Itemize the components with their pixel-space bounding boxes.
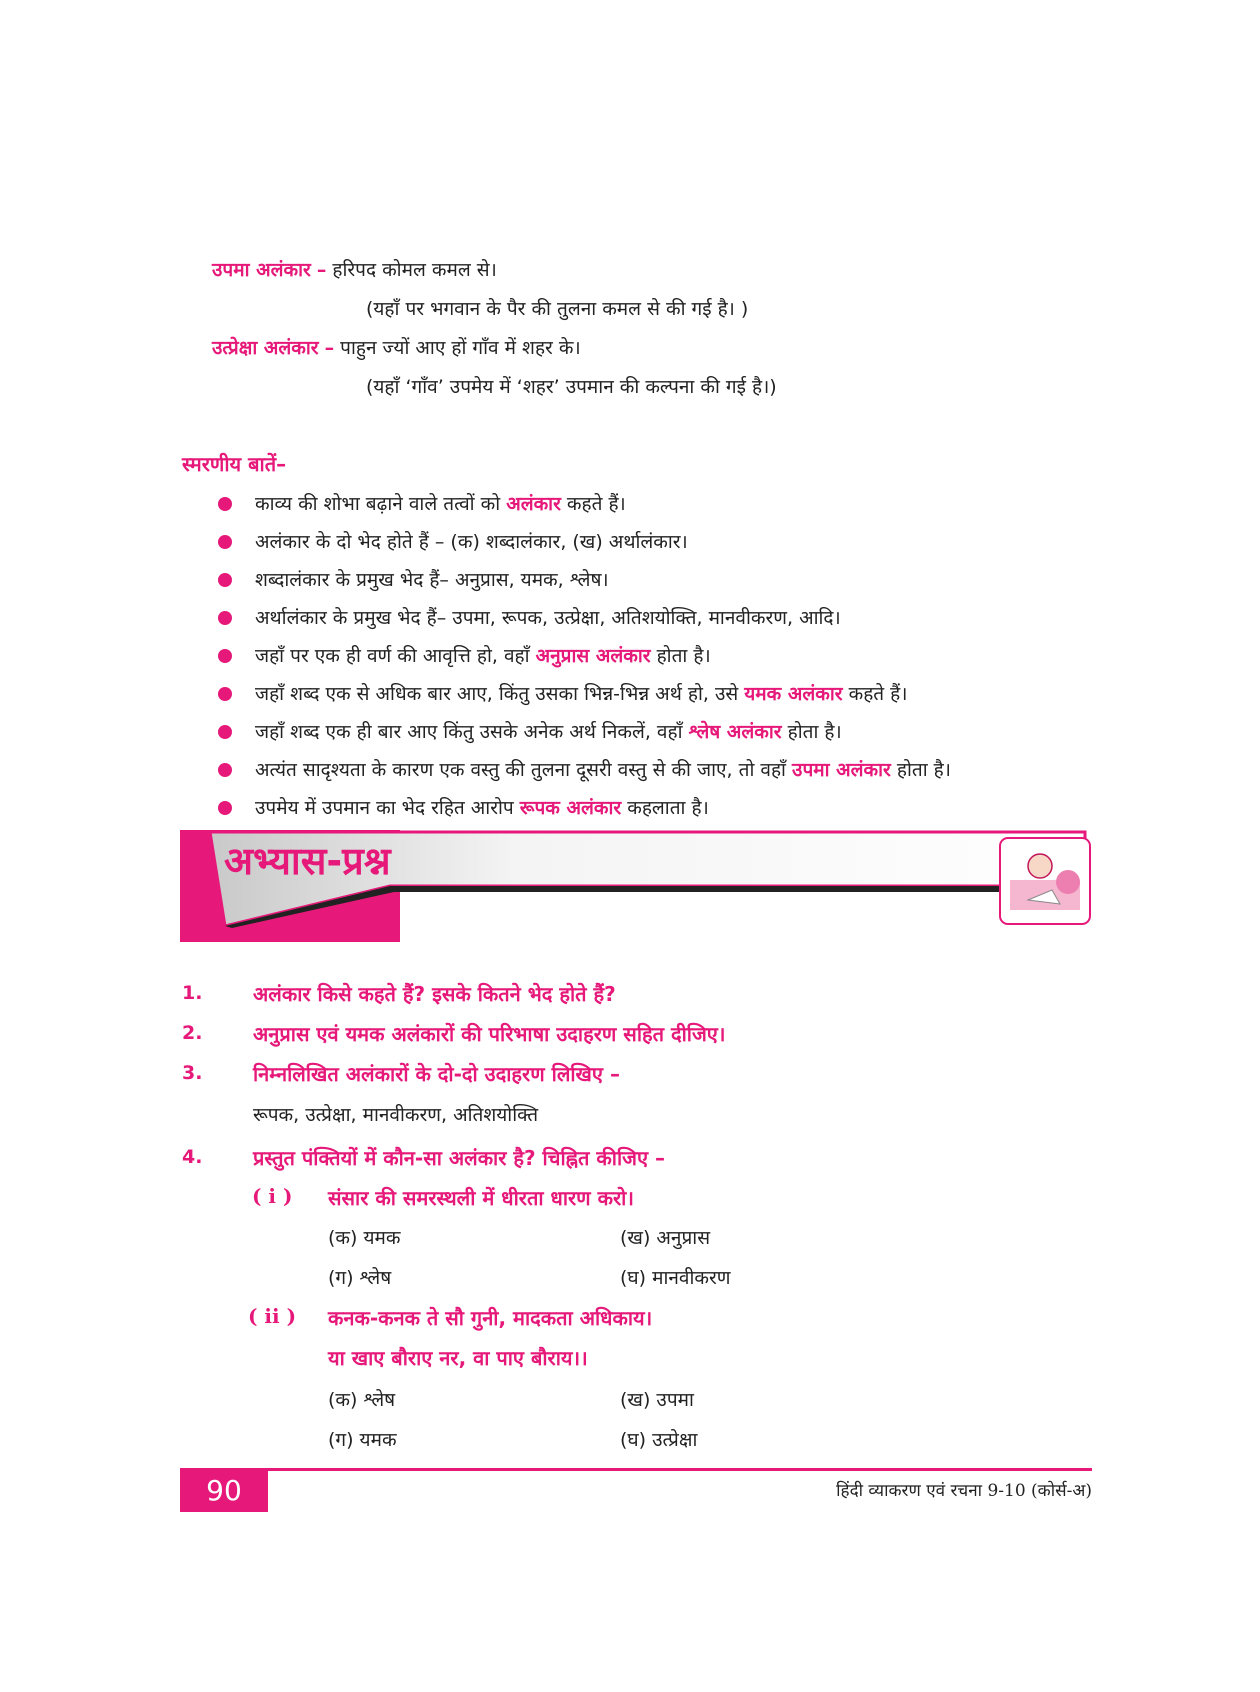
q2-number: 2.: [182, 1022, 203, 1044]
part-1-option-ga: (ग) श्लेष: [328, 1267, 392, 1289]
q3-subtext: रूपक, उत्प्रेक्षा, मानवीकरण, अतिशयोक्ति: [253, 1104, 539, 1126]
example-1-term: उपमा अलंकार: [212, 259, 311, 281]
q3-number: 3.: [182, 1062, 203, 1084]
example-2-dash: –: [324, 337, 335, 359]
part-1-label: ( i ): [252, 1184, 293, 1208]
example-1-note: (यहाँ पर भगवान के पैर की तुलना कमल से की गई है। ): [366, 298, 749, 320]
list-item: जहाँ पर एक ही वर्ण की आवृत्ति हो, वहाँ अनुप्रास अलंकार होता है।: [255, 645, 711, 667]
footer-rule: [180, 1468, 1092, 1471]
list-item: अलंकार के दो भेद होते हैं – (क) शब्दालंकार, (ख) अर्थालंकार।: [255, 531, 688, 553]
remember-heading: स्मरणीय बातें–: [182, 452, 287, 476]
list-item: जहाँ शब्द एक से अधिक बार आए, किंतु उसका भिन्न-भिन्न अर्थ हो, उसे यमक अलंकार कहते हैं।: [255, 683, 908, 705]
part-2-option-ga: (ग) यमक: [328, 1429, 397, 1451]
bullet-icon: [218, 573, 232, 587]
q3-text: निम्नलिखित अलंकारों के दो-दो उदाहरण लिखिए –: [253, 1062, 620, 1086]
exercise-banner: [180, 830, 1092, 942]
part-2-line-1: कनक-कनक ते सौ गुनी, मादकता अधिकाय।: [328, 1306, 653, 1330]
part-2-label: ( ii ): [248, 1304, 297, 1328]
book-title: हिंदी व्याकरण एवं रचना 9-10 (कोर्स-अ): [836, 1481, 1092, 1501]
example-2: [212, 334, 581, 360]
list-item: जहाँ शब्द एक ही बार आए किंतु उसके अनेक अर्थ निकलें, वहाँ श्लेष अलंकार होता है।: [255, 721, 842, 743]
part-2-option-ka: (क) श्लेष: [328, 1389, 396, 1411]
part-1-option-ka: (क) यमक: [328, 1227, 401, 1249]
bullet-icon: [218, 611, 232, 625]
list-item: शब्दालंकार के प्रमुख भेद हैं– अनुप्रास, यमक, श्लेष।: [255, 569, 609, 591]
list-item: उपमेय में उपमान का भेद रहित आरोप रूपक अलंकार कहलाता है।: [255, 797, 709, 819]
q4-number: 4.: [182, 1146, 203, 1168]
bullet-icon: [218, 725, 232, 739]
example-2-note: (यहाँ ‘गाँव’ उपमेय में ‘शहर’ उपमान की कल्पना की गई है।): [366, 376, 777, 398]
part-2-line-2: या खाए बौराए नर, वा पाए बौराय।।: [328, 1346, 588, 1370]
bullet-icon: [218, 497, 232, 511]
example-1: [212, 256, 497, 282]
part-1-option-kha: (ख) अनुप्रास: [620, 1227, 711, 1249]
bullet-icon: [218, 801, 232, 815]
page-number: 90: [180, 1468, 268, 1512]
bullet-icon: [218, 763, 232, 777]
part-1-option-gha: (घ) मानवीकरण: [620, 1267, 731, 1289]
exercise-title: अभ्यास-प्रश्न: [224, 839, 391, 883]
example-2-term: उत्प्रेक्षा अलंकार: [212, 337, 319, 359]
q2-text: अनुप्रास एवं यमक अलंकारों की परिभाषा उदाहरण सहित दीजिए।: [253, 1022, 726, 1046]
bullet-icon: [218, 687, 232, 701]
list-item: काव्य की शोभा बढ़ाने वाले तत्वों को अलंकार कहते हैं।: [255, 493, 626, 515]
q4-text: प्रस्तुत पंक्तियों में कौन-सा अलंकार है? चिह्नित कीजिए –: [253, 1146, 666, 1170]
part-2-option-gha: (घ) उत्प्रेक्षा: [620, 1429, 698, 1451]
example-2-text: पाहुन ज्यों आए हों गाँव में शहर के।: [340, 337, 581, 359]
list-item: अर्थालंकार के प्रमुख भेद हैं– उपमा, रूपक, उत्प्रेक्षा, अतिशयोक्ति, मानवीकरण, आदि।: [255, 607, 841, 629]
bullet-icon: [218, 649, 232, 663]
bullet-icon: [218, 535, 232, 549]
q1-text: अलंकार किसे कहते हैं? इसके कितने भेद होते हैं?: [253, 982, 616, 1006]
part-2-option-kha: (ख) उपमा: [620, 1389, 694, 1411]
list-item: अत्यंत सादृश्यता के कारण एक वस्तु की तुलना दूसरी वस्तु से की जाए, तो वहाँ उपमा अलंकार होता है।: [255, 759, 951, 781]
part-1-text: संसार की समरस्थली में धीरता धारण करो।: [328, 1186, 634, 1210]
example-1-dash: –: [316, 259, 327, 281]
q1-number: 1.: [182, 982, 203, 1004]
example-1-text: हरिपद कोमल कमल से।: [332, 259, 497, 281]
